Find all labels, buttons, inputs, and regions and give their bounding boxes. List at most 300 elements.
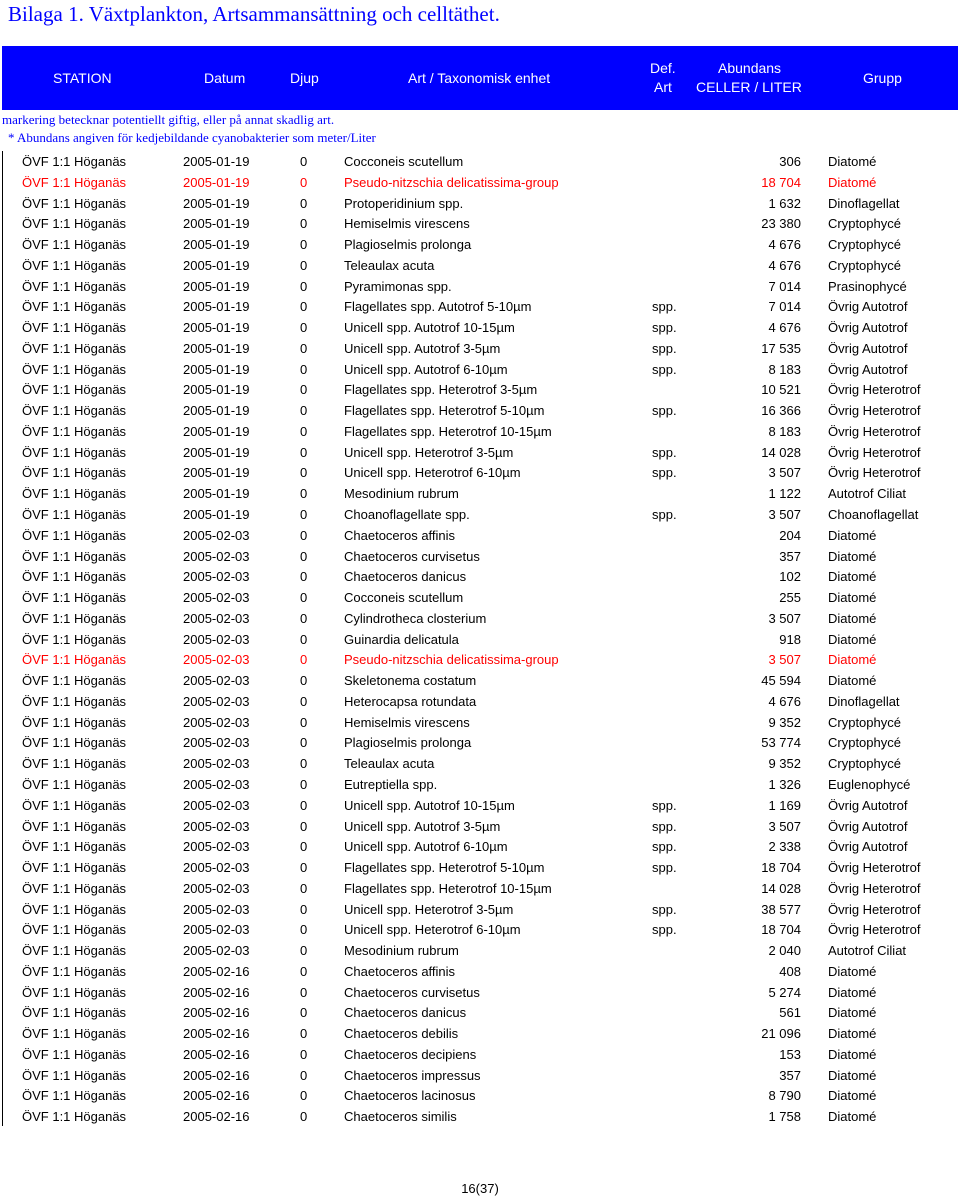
cell-group: Diatomé bbox=[828, 590, 877, 606]
cell-taxon: Chaetoceros lacinosus bbox=[344, 1088, 476, 1104]
cell-group: Diatomé bbox=[828, 963, 877, 979]
cell-depth: 0 bbox=[300, 693, 308, 709]
cell-abundance: 14 028 bbox=[761, 444, 801, 460]
table-row bbox=[0, 1023, 960, 1044]
table-row bbox=[0, 961, 960, 982]
cell-abundance: 1 122 bbox=[768, 486, 801, 502]
table-row bbox=[0, 421, 960, 442]
cell-station: ÖVF 1:1 Höganäs bbox=[22, 943, 127, 959]
cell-depth: 0 bbox=[300, 610, 308, 626]
header-group: Grupp bbox=[863, 70, 902, 86]
cell-date: 2005-01-19 bbox=[183, 195, 250, 211]
table-row bbox=[0, 1085, 960, 1106]
cell-abundance: 1 758 bbox=[768, 1109, 801, 1125]
cell-taxon: Skeletonema costatum bbox=[344, 673, 477, 689]
cell-depth: 0 bbox=[300, 839, 308, 855]
cell-def-art: spp. bbox=[652, 403, 677, 419]
cell-date: 2005-02-03 bbox=[183, 590, 250, 606]
cell-taxon: Unicell spp. Heterotrof 3-5µm bbox=[344, 444, 514, 460]
table-row bbox=[0, 857, 960, 878]
table-row bbox=[0, 1002, 960, 1023]
cell-taxon: Unicell spp. Autotrof 6-10µm bbox=[344, 361, 508, 377]
cell-station: ÖVF 1:1 Höganäs bbox=[22, 257, 127, 273]
cell-depth: 0 bbox=[300, 714, 308, 730]
cell-depth: 0 bbox=[300, 382, 308, 398]
cell-depth: 0 bbox=[300, 1046, 308, 1062]
cell-taxon: Chaetoceros decipiens bbox=[344, 1046, 477, 1062]
table-row bbox=[0, 359, 960, 380]
cell-date: 2005-01-19 bbox=[183, 486, 250, 502]
cell-abundance: 255 bbox=[779, 590, 801, 606]
cell-abundance: 3 507 bbox=[768, 507, 801, 523]
cell-depth: 0 bbox=[300, 154, 308, 169]
cell-station: ÖVF 1:1 Höganäs bbox=[22, 361, 127, 377]
cell-date: 2005-02-16 bbox=[183, 963, 250, 979]
cell-date: 2005-02-03 bbox=[183, 943, 250, 959]
cell-abundance: 4 676 bbox=[768, 320, 801, 336]
cell-date: 2005-01-19 bbox=[183, 403, 250, 419]
table-row bbox=[0, 649, 960, 670]
table-row bbox=[0, 940, 960, 961]
cell-station: ÖVF 1:1 Höganäs bbox=[22, 673, 127, 689]
cell-taxon: Chaetoceros impressus bbox=[344, 1067, 481, 1083]
cell-taxon: Unicell spp. Autotrof 10-15µm bbox=[344, 797, 515, 813]
cell-taxon: Flagellates spp. Heterotrof 10-15µm bbox=[344, 423, 552, 439]
cell-depth: 0 bbox=[300, 361, 308, 377]
cell-station: ÖVF 1:1 Höganäs bbox=[22, 382, 127, 398]
cell-taxon: Cocconeis scutellum bbox=[344, 590, 464, 606]
cell-station: ÖVF 1:1 Höganäs bbox=[22, 590, 127, 606]
cell-date: 2005-02-03 bbox=[183, 673, 250, 689]
cell-date: 2005-01-19 bbox=[183, 320, 250, 336]
cell-group: Övrig Heterotrof bbox=[828, 880, 921, 896]
cell-taxon: Unicell spp. Heterotrof 6-10µm bbox=[344, 922, 521, 938]
table-row bbox=[0, 1044, 960, 1065]
cell-def-art: spp. bbox=[652, 444, 677, 460]
table-row bbox=[0, 442, 960, 463]
cell-date: 2005-02-03 bbox=[183, 735, 250, 751]
cell-date: 2005-02-16 bbox=[183, 984, 250, 1000]
table-row bbox=[0, 193, 960, 214]
cell-abundance: 153 bbox=[779, 1046, 801, 1062]
cell-depth: 0 bbox=[300, 797, 308, 813]
cell-depth: 0 bbox=[300, 569, 308, 585]
cell-depth: 0 bbox=[300, 1005, 308, 1021]
cell-def-art: spp. bbox=[652, 320, 677, 336]
cell-depth: 0 bbox=[300, 237, 308, 253]
cell-taxon: Unicell spp. Autotrof 3-5µm bbox=[344, 340, 501, 356]
table-row bbox=[0, 276, 960, 297]
table-row bbox=[0, 1106, 960, 1127]
cell-taxon: Teleaulax acuta bbox=[344, 257, 435, 273]
cell-station: ÖVF 1:1 Höganäs bbox=[22, 901, 127, 917]
table-row bbox=[0, 1065, 960, 1086]
cell-abundance: 38 577 bbox=[761, 901, 801, 917]
cell-group: Diatomé bbox=[828, 1088, 877, 1104]
cell-depth: 0 bbox=[300, 548, 308, 564]
cell-abundance: 16 366 bbox=[761, 403, 801, 419]
cell-taxon: Flagellates spp. Heterotrof 5-10µm bbox=[344, 860, 545, 876]
cell-station: ÖVF 1:1 Höganäs bbox=[22, 1026, 127, 1042]
cell-taxon: Guinardia delicatula bbox=[344, 631, 459, 647]
table-row bbox=[0, 317, 960, 338]
cell-taxon: Cylindrotheca closterium bbox=[344, 610, 487, 626]
cell-station: ÖVF 1:1 Höganäs bbox=[22, 340, 127, 356]
cell-group: Diatomé bbox=[828, 1046, 877, 1062]
cell-depth: 0 bbox=[300, 299, 308, 315]
cell-abundance: 2 338 bbox=[768, 839, 801, 855]
cell-abundance: 4 676 bbox=[768, 237, 801, 253]
cell-group: Diatomé bbox=[828, 174, 877, 190]
cell-abundance: 357 bbox=[779, 1067, 801, 1083]
cell-abundance: 7 014 bbox=[768, 299, 801, 315]
cell-taxon: Protoperidinium spp. bbox=[344, 195, 464, 211]
cell-group: Diatomé bbox=[828, 610, 877, 626]
cell-station: ÖVF 1:1 Höganäs bbox=[22, 174, 127, 190]
header-station: STATION bbox=[53, 70, 112, 86]
cell-date: 2005-02-03 bbox=[183, 818, 250, 834]
cell-station: ÖVF 1:1 Höganäs bbox=[22, 839, 127, 855]
cell-abundance: 21 096 bbox=[761, 1026, 801, 1042]
cell-depth: 0 bbox=[300, 340, 308, 356]
cell-station: ÖVF 1:1 Höganäs bbox=[22, 776, 127, 792]
cell-abundance: 3 507 bbox=[768, 818, 801, 834]
cell-taxon: Plagioselmis prolonga bbox=[344, 735, 472, 751]
cell-date: 2005-02-03 bbox=[183, 693, 250, 709]
table-row bbox=[0, 213, 960, 234]
cell-taxon: Chaetoceros affinis bbox=[344, 963, 456, 979]
cell-abundance: 17 535 bbox=[761, 340, 801, 356]
cell-station: ÖVF 1:1 Höganäs bbox=[22, 818, 127, 834]
cell-def-art: spp. bbox=[652, 860, 677, 876]
table-row bbox=[0, 629, 960, 650]
cell-depth: 0 bbox=[300, 320, 308, 336]
cell-date: 2005-01-19 bbox=[183, 216, 250, 232]
cell-depth: 0 bbox=[300, 1088, 308, 1104]
cell-group: Övrig Heterotrof bbox=[828, 444, 921, 460]
cell-date: 2005-01-19 bbox=[183, 444, 250, 460]
table-row bbox=[0, 836, 960, 857]
cell-station: ÖVF 1:1 Höganäs bbox=[22, 984, 127, 1000]
cell-depth: 0 bbox=[300, 195, 308, 211]
cell-station: ÖVF 1:1 Höganäs bbox=[22, 527, 127, 543]
cell-taxon: Chaetoceros affinis bbox=[344, 527, 456, 543]
cell-group: Diatomé bbox=[828, 1109, 877, 1125]
cell-depth: 0 bbox=[300, 1067, 308, 1083]
cell-depth: 0 bbox=[300, 527, 308, 543]
table-row bbox=[0, 878, 960, 899]
cell-abundance: 23 380 bbox=[761, 216, 801, 232]
cell-abundance: 14 028 bbox=[761, 880, 801, 896]
cell-station: ÖVF 1:1 Höganäs bbox=[22, 735, 127, 751]
table-row bbox=[0, 816, 960, 837]
cell-date: 2005-02-16 bbox=[183, 1088, 250, 1104]
document-title: Bilaga 1. Växtplankton, Artsammansättning och celltäthet. bbox=[8, 2, 500, 26]
cell-group: Autotrof Ciliat bbox=[828, 943, 907, 959]
cell-taxon: Pyramimonas spp. bbox=[344, 278, 452, 294]
cell-depth: 0 bbox=[300, 1109, 308, 1125]
cell-taxon: Pseudo-nitzschia delicatissima-group bbox=[344, 652, 559, 668]
cell-group: Cryptophycé bbox=[828, 735, 901, 751]
cell-taxon: Chaetoceros debilis bbox=[344, 1026, 459, 1042]
cell-taxon: Choanoflagellate spp. bbox=[344, 507, 470, 523]
cell-date: 2005-02-16 bbox=[183, 1005, 250, 1021]
cell-date: 2005-02-03 bbox=[183, 527, 250, 543]
cell-abundance: 204 bbox=[779, 527, 801, 543]
cell-group: Övrig Autotrof bbox=[828, 818, 908, 834]
table-row bbox=[0, 172, 960, 193]
cell-abundance: 9 352 bbox=[768, 714, 801, 730]
cell-depth: 0 bbox=[300, 278, 308, 294]
cell-def-art: spp. bbox=[652, 507, 677, 523]
cell-station: ÖVF 1:1 Höganäs bbox=[22, 569, 127, 585]
cell-date: 2005-02-16 bbox=[183, 1109, 250, 1125]
cell-group: Övrig Autotrof bbox=[828, 797, 908, 813]
cell-abundance: 3 507 bbox=[768, 652, 801, 668]
cell-station: ÖVF 1:1 Höganäs bbox=[22, 963, 127, 979]
cell-def-art: spp. bbox=[652, 465, 677, 481]
cell-station: ÖVF 1:1 Höganäs bbox=[22, 216, 127, 232]
cell-date: 2005-01-19 bbox=[183, 174, 250, 190]
cell-date: 2005-01-19 bbox=[183, 237, 250, 253]
cell-station: ÖVF 1:1 Höganäs bbox=[22, 797, 127, 813]
cell-taxon: Unicell spp. Heterotrof 6-10µm bbox=[344, 465, 521, 481]
cell-station: ÖVF 1:1 Höganäs bbox=[22, 756, 127, 772]
cell-date: 2005-01-19 bbox=[183, 465, 250, 481]
cell-station: ÖVF 1:1 Höganäs bbox=[22, 860, 127, 876]
cell-group: Övrig Heterotrof bbox=[828, 901, 921, 917]
cell-def-art: spp. bbox=[652, 299, 677, 315]
cell-group: Övrig Autotrof bbox=[828, 361, 908, 377]
cell-depth: 0 bbox=[300, 1026, 308, 1042]
cell-group: Cryptophycé bbox=[828, 237, 901, 253]
cell-station: ÖVF 1:1 Höganäs bbox=[22, 465, 127, 481]
cell-station: ÖVF 1:1 Höganäs bbox=[22, 880, 127, 896]
cell-depth: 0 bbox=[300, 880, 308, 896]
table-row bbox=[0, 732, 960, 753]
cell-station: ÖVF 1:1 Höganäs bbox=[22, 507, 127, 523]
cell-abundance: 18 704 bbox=[761, 922, 801, 938]
table-row bbox=[0, 566, 960, 587]
cell-station: ÖVF 1:1 Höganäs bbox=[22, 278, 127, 294]
cell-group: Diatomé bbox=[828, 569, 877, 585]
cell-station: ÖVF 1:1 Höganäs bbox=[22, 1046, 127, 1062]
table-row bbox=[0, 587, 960, 608]
header-date: Datum bbox=[204, 70, 246, 86]
table-row bbox=[0, 151, 960, 172]
cell-date: 2005-02-16 bbox=[183, 1067, 250, 1083]
cell-date: 2005-02-16 bbox=[183, 1026, 250, 1042]
cell-group: Övrig Autotrof bbox=[828, 299, 908, 315]
cell-abundance: 45 594 bbox=[761, 673, 801, 689]
table-row bbox=[0, 379, 960, 400]
cell-depth: 0 bbox=[300, 735, 308, 751]
cell-abundance: 4 676 bbox=[768, 257, 801, 273]
cell-group: Diatomé bbox=[828, 548, 877, 564]
table-row bbox=[0, 234, 960, 255]
cell-abundance: 10 521 bbox=[761, 382, 801, 398]
header-depth: Djup bbox=[290, 70, 319, 86]
table-row bbox=[0, 255, 960, 276]
cell-date: 2005-02-03 bbox=[183, 901, 250, 917]
toxic-note: markering betecknar potentiellt giftig, eller på annat skadlig art. bbox=[2, 112, 335, 127]
cell-taxon: Mesodinium rubrum bbox=[344, 486, 459, 502]
cell-abundance: 918 bbox=[779, 631, 801, 647]
cell-station: ÖVF 1:1 Höganäs bbox=[22, 444, 127, 460]
table-row bbox=[0, 774, 960, 795]
cell-depth: 0 bbox=[300, 673, 308, 689]
cell-taxon: Mesodinium rubrum bbox=[344, 943, 459, 959]
cell-abundance: 357 bbox=[779, 548, 801, 564]
cell-taxon: Unicell spp. Heterotrof 3-5µm bbox=[344, 901, 514, 917]
cell-depth: 0 bbox=[300, 963, 308, 979]
cell-date: 2005-01-19 bbox=[183, 154, 250, 169]
cell-group: Cryptophycé bbox=[828, 756, 901, 772]
cell-group: Övrig Heterotrof bbox=[828, 465, 921, 481]
cell-group: Diatomé bbox=[828, 984, 877, 1000]
cell-station: ÖVF 1:1 Höganäs bbox=[22, 299, 127, 315]
table-row bbox=[0, 670, 960, 691]
cell-group: Övrig Autotrof bbox=[828, 839, 908, 855]
cell-date: 2005-02-03 bbox=[183, 756, 250, 772]
cell-def-art: spp. bbox=[652, 361, 677, 377]
table-row bbox=[0, 795, 960, 816]
cell-abundance: 7 014 bbox=[768, 278, 801, 294]
cell-depth: 0 bbox=[300, 465, 308, 481]
cell-taxon: Flagellates spp. Heterotrof 10-15µm bbox=[344, 880, 552, 896]
cell-taxon: Plagioselmis prolonga bbox=[344, 237, 472, 253]
cell-taxon: Heterocapsa rotundata bbox=[344, 693, 477, 709]
cell-taxon: Chaetoceros danicus bbox=[344, 569, 467, 585]
cell-abundance: 306 bbox=[779, 154, 801, 169]
cell-group: Choanoflagellat bbox=[828, 507, 919, 523]
cell-abundance: 5 274 bbox=[768, 984, 801, 1000]
cell-station: ÖVF 1:1 Höganäs bbox=[22, 237, 127, 253]
cell-def-art: spp. bbox=[652, 797, 677, 813]
cell-date: 2005-02-03 bbox=[183, 610, 250, 626]
cell-group: Övrig Heterotrof bbox=[828, 860, 921, 876]
cell-abundance: 18 704 bbox=[761, 860, 801, 876]
cell-depth: 0 bbox=[300, 984, 308, 1000]
cell-depth: 0 bbox=[300, 818, 308, 834]
cell-date: 2005-01-19 bbox=[183, 423, 250, 439]
table-header bbox=[2, 46, 958, 110]
cell-date: 2005-02-03 bbox=[183, 652, 250, 668]
cell-group: Dinoflagellat bbox=[828, 195, 900, 211]
cell-abundance: 2 040 bbox=[768, 943, 801, 959]
cell-def-art: spp. bbox=[652, 818, 677, 834]
cell-depth: 0 bbox=[300, 444, 308, 460]
cell-station: ÖVF 1:1 Höganäs bbox=[22, 486, 127, 502]
cell-date: 2005-02-03 bbox=[183, 548, 250, 564]
header-def-line1: Def. bbox=[650, 60, 676, 76]
cell-abundance: 18 704 bbox=[761, 174, 801, 190]
cell-abundance: 3 507 bbox=[768, 465, 801, 481]
table-row bbox=[0, 462, 960, 483]
cell-depth: 0 bbox=[300, 423, 308, 439]
cell-depth: 0 bbox=[300, 507, 308, 523]
cell-depth: 0 bbox=[300, 860, 308, 876]
header-abundance-line1: Abundans bbox=[718, 60, 782, 76]
cell-date: 2005-01-19 bbox=[183, 507, 250, 523]
cell-date: 2005-02-03 bbox=[183, 860, 250, 876]
cell-station: ÖVF 1:1 Höganäs bbox=[22, 154, 127, 169]
table-row bbox=[0, 753, 960, 774]
cell-group: Diatomé bbox=[828, 154, 877, 169]
table-row bbox=[0, 919, 960, 940]
table-row bbox=[0, 296, 960, 317]
cell-group: Diatomé bbox=[828, 527, 877, 543]
cell-taxon: Eutreptiella spp. bbox=[344, 776, 438, 792]
cell-group: Dinoflagellat bbox=[828, 693, 900, 709]
cell-station: ÖVF 1:1 Höganäs bbox=[22, 195, 127, 211]
cell-station: ÖVF 1:1 Höganäs bbox=[22, 403, 127, 419]
cell-taxon: Unicell spp. Autotrof 3-5µm bbox=[344, 818, 501, 834]
cell-depth: 0 bbox=[300, 652, 308, 668]
cell-station: ÖVF 1:1 Höganäs bbox=[22, 693, 127, 709]
table-row bbox=[0, 691, 960, 712]
cell-abundance: 102 bbox=[779, 569, 801, 585]
cell-station: ÖVF 1:1 Höganäs bbox=[22, 714, 127, 730]
cell-group: Diatomé bbox=[828, 652, 877, 668]
cell-abundance: 1 326 bbox=[768, 776, 801, 792]
table-row bbox=[0, 400, 960, 421]
page-number: 16(37) bbox=[461, 1181, 499, 1196]
cell-def-art: spp. bbox=[652, 340, 677, 356]
cell-station: ÖVF 1:1 Höganäs bbox=[22, 320, 127, 336]
table-row bbox=[0, 608, 960, 629]
cell-abundance: 408 bbox=[779, 963, 801, 979]
cell-date: 2005-02-03 bbox=[183, 631, 250, 647]
cell-date: 2005-02-03 bbox=[183, 797, 250, 813]
cell-depth: 0 bbox=[300, 174, 308, 190]
header-def-line2: Art bbox=[654, 79, 672, 95]
cell-taxon: Unicell spp. Autotrof 10-15µm bbox=[344, 320, 515, 336]
cell-abundance: 561 bbox=[779, 1005, 801, 1021]
cell-date: 2005-02-03 bbox=[183, 569, 250, 585]
header-taxon: Art / Taxonomisk enhet bbox=[408, 70, 551, 86]
cell-group: Cryptophycé bbox=[828, 216, 901, 232]
cell-station: ÖVF 1:1 Höganäs bbox=[22, 922, 127, 938]
cell-depth: 0 bbox=[300, 216, 308, 232]
cell-taxon: Chaetoceros danicus bbox=[344, 1005, 467, 1021]
cell-taxon: Chaetoceros similis bbox=[344, 1109, 457, 1125]
cell-group: Övrig Autotrof bbox=[828, 320, 908, 336]
cell-taxon: Hemiselmis virescens bbox=[344, 714, 470, 730]
cell-group: Diatomé bbox=[828, 1026, 877, 1042]
cell-date: 2005-01-19 bbox=[183, 382, 250, 398]
cell-taxon: Pseudo-nitzschia delicatissima-group bbox=[344, 174, 559, 190]
cell-station: ÖVF 1:1 Höganäs bbox=[22, 652, 127, 668]
cell-taxon: Cocconeis scutellum bbox=[344, 154, 464, 169]
cell-depth: 0 bbox=[300, 403, 308, 419]
table-row bbox=[0, 338, 960, 359]
cell-date: 2005-02-16 bbox=[183, 1046, 250, 1062]
cell-abundance: 1 169 bbox=[768, 797, 801, 813]
cell-abundance: 8 790 bbox=[768, 1088, 801, 1104]
cell-abundance: 3 507 bbox=[768, 610, 801, 626]
cell-depth: 0 bbox=[300, 943, 308, 959]
table-row bbox=[0, 504, 960, 525]
table-row bbox=[0, 982, 960, 1003]
cell-taxon: Flagellates spp. Autotrof 5-10µm bbox=[344, 299, 532, 315]
cell-date: 2005-02-03 bbox=[183, 714, 250, 730]
cell-group: Övrig Autotrof bbox=[828, 340, 908, 356]
cell-date: 2005-01-19 bbox=[183, 278, 250, 294]
cell-depth: 0 bbox=[300, 901, 308, 917]
cell-group: Diatomé bbox=[828, 631, 877, 647]
cell-def-art: spp. bbox=[652, 922, 677, 938]
